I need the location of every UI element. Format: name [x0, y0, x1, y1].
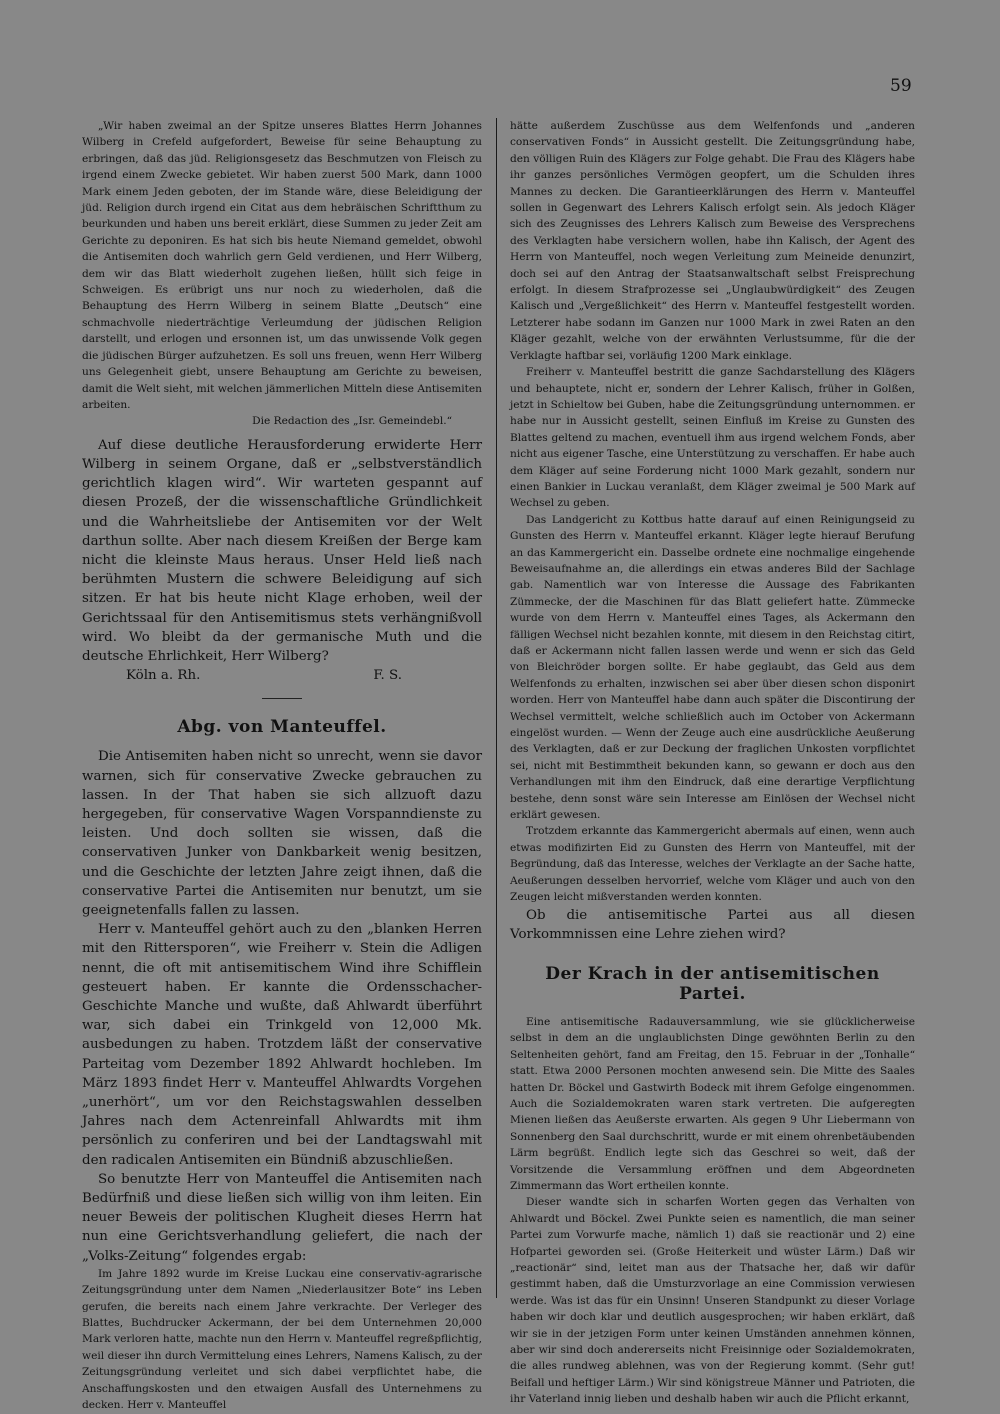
body-paragraph: Dieser wandte sich in scharfen Worten gegen das Verhalten von Ahlwardt und Böckel. Zwei Punkte seien es namentlich, die man seiner Partei zum Vorwurfe mache, nämlich 1) daß sie reactionär und 2) eine Hofpartei geworden sei. (Große Heiterkeit und wüster Lärm.) Daß wir „reactionär“ sind, leitet man aus der Thatsache her, daß wir dafür gestimmt haben, daß die Umsturzvorlage an eine Commission verwiesen werde. Was ist das für ein Unsinn! Unseren Standpunkt zu dieser Vorlage haben wir doch klar und deutlich ausgesprochen; wir haben erklärt, daß wir sie in der jetzigen Form unter keinen Umständen annehmen können, aber wir sind doch andererseits nicht Freisinnige oder Sozialdemokraten, die alles rundweg ablehnen, was von der Regierung kommt. (Sehr gut! Beifall und heftiger Lärm.) Wir sind königstreue Männer und Patrioten, die ihr Vaterland innig lieben und deshalb haben wir auch die Pflicht erkannt, — [510, 1196, 915, 1406]
closing-question: Ob die antisemitische Partei aus all diesen Vorkommnissen eine Lehre ziehen wird? — [510, 907, 915, 942]
signature-initials: F. S. — [373, 668, 402, 684]
section-heading-krach: Der Krach in der antisemitischen Partei. — [545, 963, 880, 1004]
column-divider — [496, 118, 497, 1298]
left-column — [82, 118, 482, 1414]
body-paragraph: Das Landgericht zu Kottbus hatte darauf auf einen Reinigungseid zu Gunsten des Herrn v. Manteuffel erkannt. Kläger legte hierauf Berufung an das Kammergericht ein. Dasselbe ordnete eine nochmalige eingehende Beweisaufnahme an, die allerdings ein etwas anderes Bild der Sachlage gab. Namentlich war von Interesse die Aussage des Fabrikanten Zümmecke, der die Maschinen für das Blatt geliefert hatte. Zümmecke wurde von dem Herrn v. Manteuffel eines Tages, als Ackermann den fälligen Wechsel nicht bezahlen konnte, mit diesem in den Reichstag citirt, daß er Ackermann nicht fallen lassen werde und wenn er sich das Geld von Bleichröder borgen sollte. Er habe geglaubt, das Geld aus dem Welfenfonds zu erhalten, inzwischen sei aber über diesen schon disponirt worden. Herr von Manteuffel habe dann auch später die Discontirung der Wechsel vermittelt, welche schließlich auch im October von Ackermann eingelöst wurden. — Wenn der Zeuge auch eine ausdrückliche Aeußerung des Verklagten, daß er zur Deckung der fraglichen Unkosten vorpflichtet sei, nicht mit Bestimmtheit bekunden kann, so gewann er doch aus den Verhandlungen mit ihm den Eindruck, daß eine derartige Verpflichtung bestehe, denn sonst wäre sein Interesse am Einlösen der Wechsel nicht erklärt gewesen. — [510, 513, 915, 822]
section-heading-manteuffel: Abg. von Manteuffel. — [177, 717, 387, 738]
body-paragraph: So benutzte Herr von Manteuffel die Antisemiten nach Bedürfniß und diese ließen sich willig von ihm leiten. Ein neuer Beweis der politischen Klugheit dieses Herrn hat nun eine Gerichtsverhandlung geliefert, die nach der „Volks-Zeitung“ folgendes ergab: — [82, 1171, 482, 1264]
section-separator — [262, 698, 302, 699]
body-paragraph: Eine antisemitische Radauversammlung, wie sie glücklicherweise selbst in dem an die unglaublichsten Dinge gewöhnten Berlin zu den Seltenheiten gehört, fand am Freitag, den 15. Februar in der „Tonhalle“ statt. Etwa 2000 Personen mochten anwesend sein. Die Mitte des Saales hatten Dr. Böckel und Gastwirth Bodeck mit ihrem Gefolge eingenommen. Auch die Sozialdemokraten waren stark vertreten. Die aufgeregten Mienen ließen das Aeußerste erwarten. Als gegen 9 Uhr Liebermann von Sonnenberg den Saal durchschritt, wurde er mit einem ohrenbetäubenden Lärm begrüßt. Endlich legte sich das Geschrei so weit, daß der Vorsitzende die Versammlung eröffnen und dem Abgeordneten Zimmermann das Wort ertheilen konnte. — [510, 1015, 915, 1192]
article-signature — [82, 666, 482, 685]
body-paragraph: Die Antisemiten haben nicht so unrecht, wenn sie davor warnen, sich für conservative Zwecke gebrauchen zu lassen. In der That haben sie sich allzuoft dazu hergegeben, für conservative Wagen Vorspanndienste zu leisten. Und doch sollten sie wissen, daß die conservativen Junker von Dankbarkeit wenig besitzen, und die Geschichte der letzten Jahre zeigt ihnen, daß die conservative Partei die Antisemiten nur benutzt, um sie geeignetenfalls fallen zu lassen. — [82, 749, 482, 918]
quote-signature: Die Redaction des „Isr. Gemeindebl.“ — [252, 415, 452, 428]
quoted-statement: „Wir haben zweimal an der Spitze unseres Blattes Herrn Johannes Wilberg in Crefeld aufgefordert, Beweise für seine Behauptung zu erbringen, daß das jüd. Religionsgesetz das Beschmutzen von Fleisch zu irgend einem Zwecke gebietet. Wir haben zuerst 500 Mark, dann 1000 Mark einem Jeden geboten, der im Stande wäre, diese Beleidigung der jüd. Religion durch irgend ein Citat aus dem hebräischen Schriftthum zu beurkunden und haben uns bereit erklärt, diese Summen zu jeder Zeit am Gerichte zu deponiren. Es hat sich bis heute Niemand gemeldet, obwohl die Antisemiten doch wahrlich gern Geld verdienen, und Herr Wilberg, dem wir das Blatt wiederholt zugehen ließen, hüllt sich feige in Schweigen. Es erübrigt uns nur noch zu wiederholen, daß die Behauptung des Herrn Wilberg in seinem Blatte „Deutsch“ eine schmachvolle niederträchtige Verleumdung der jüdischen Religion darstellt, und erlogen und ersonnen ist, um das unwissende Volk gegen die jüdischen Bürger aufzuhetzen. Es soll uns freuen, wenn Herr Wilberg uns Gelegenheit giebt, unsere Behauptung am Gerichte zu beweisen, damit die Welt sieht, mit welchen jämmerlichen Mitteln diese Antisemiten arbeiten. — [82, 120, 482, 411]
court-report-paragraph: Im Jahre 1892 wurde im Kreise Luckau eine conservativ-agrarische Zeitungsgründung unter dem Namen „Niederlausitzer Bote“ ins Leben gerufen, die bereits nach einem Jahre verkrachte. Der Verleger des Blattes, Buchdrucker Ackermann, der bei dem Unternehmen 20,000 Mark verloren hatte, machte nun den Herrn v. Manteuffel regreßpflichtig, weil dieser ihn durch Vermittelung eines Lehrers, Namens Kalisch, zu der Zeitungsgründung verleitet und sich dabei verpflichtet habe, die Anschaffungskosten und den etwaigen Ausfall des Unternehmens zu decken. Herr v. Manteuffel — [82, 1267, 482, 1412]
body-paragraph: Trotzdem erkannte das Kammergericht abermals auf einen, wenn auch etwas modifizirten Eid zu Gunsten des Herrn von Manteuffel, mit der Begründung, daß das Interesse, welches der Verklagte an der Sache hatte, Aeußerungen desselben hervorrief, welche vom Kläger und auch von den Zeugen leicht mißverstanden werden konnten. — [510, 825, 915, 904]
right-column — [510, 118, 915, 1408]
signature-place: Köln a. Rh. — [126, 668, 201, 684]
body-paragraph: Freiherr v. Manteuffel bestritt die ganze Sachdarstellung des Klägers und behauptete, nicht er, sondern der Lehrer Kalisch, früher in Golßen, jetzt in Schieltow bei Guben, habe die Zeitungsgründung unternommen. er habe nur in Aussicht gestellt, seinen Einfluß im Kreise zu Gunsten des Blattes geltend zu machen, eventuell ihm aus irgend welchem Fonds, aber nicht aus eigener Tasche, eine Unterstützung zu verschaffen. Er habe auch dem Kläger auf seine Forderung nicht 1000 Mark gezahlt, sondern nur einen Bankier in Luckau veranlaßt, dem Kläger zweimal je 500 Mark auf Wechsel zu geben. — [510, 366, 915, 510]
court-report-continued: hätte außerdem Zuschüsse aus dem Welfenfonds und „anderen conservativen Fonds“ in Aussicht gestellt. Die Zeitungsgründung habe, den völligen Ruin des Klägers zur Folge gehabt. Die Frau des Klägers habe ihr ganzes persönliches Vermögen geopfert, um die Schulden ihres Mannes zu decken. Die Garantieerklärungen des Herrn v. Manteuffel sollen in Gegenwart des Lehrers Kalisch erfolgt sein. Als jedoch Kläger sich des Zeugnisses des Lehrers Kalisch zum Beweise des Versprechens des Verklagten habe versichern wollen, habe ihn Kalisch, der Agent des Herrn von Manteuffel, noch wegen Verleitung zum Meineide denunzirt, doch sei auf den Antrag der Staatsanwaltschaft selbst Freisprechung erfolgt. In diesem Strafprozesse sei „Unglaubwürdigkeit“ des Zeugen Kalisch und „Vergeßlichkeit“ des Herrn v. Manteuffel festgestellt worden. Letzterer habe sodann im Ganzen nur 1000 Mark in zwei Raten an den Kläger gezahlt, welche von der erwähnten Verlustsumme, für die der Verklagte haftbar sei, vorläufig 1200 Mark einklage. — [510, 120, 915, 362]
page-number: 59 — [890, 76, 912, 96]
body-paragraph: Herr v. Manteuffel gehört auch zu den „blanken Herren mit den Rittersporen“, wie Freiherr v. Stein die Adligen nennt, die oft mit antisemitischem Wind ihre Schifflein gesteuert haben. Er kannte die Ordensschacher-Geschichte Manche und wußte, daß Ahlwardt überführt war, sich dabei ein Trinkgeld von 12,000 Mk. ausbedungen zu haben. Trotzdem läßt der conservative Parteitag vom Dezember 1892 Ahlwardt hochleben. Im März 1893 findet Herr v. Manteuffel Ahlwardts Vorgehen „unerhört“, um vor den Reichstagswahlen desselben Jahres nach dem Actenreinfall Ahlwardts mit ihm persönlich zu conferiren und bei der Landtagswahl mit den radicalen Antisemiten ein Bündniß abzuschließen. — [82, 922, 482, 1168]
response-paragraph: Auf diese deutliche Herausforderung erwiderte Herr Wilberg in seinem Organe, daß er „selbstverständlich gerichtlich klagen wird“. Wir warteten gespannt auf diesen Prozeß, der die wissenschaftliche Gründlichkeit und die Wahrheitsliebe der Antisemiten vor der Welt darthun sollte. Aber nach diesem Kreißen der Berge kam nicht die kleinste Maus heraus. Unser Held ließ nach berühmten Mustern die schwere Beleidigung auf sich sitzen. Er hat bis heute nicht Klage erhoben, weil der Gerichtssaal für den Antisemitismus stets verhängnißvoll wird. Wo bleibt da der germanische Muth und die deutsche Ehrlichkeit, Herr Wilberg? — [82, 437, 482, 664]
